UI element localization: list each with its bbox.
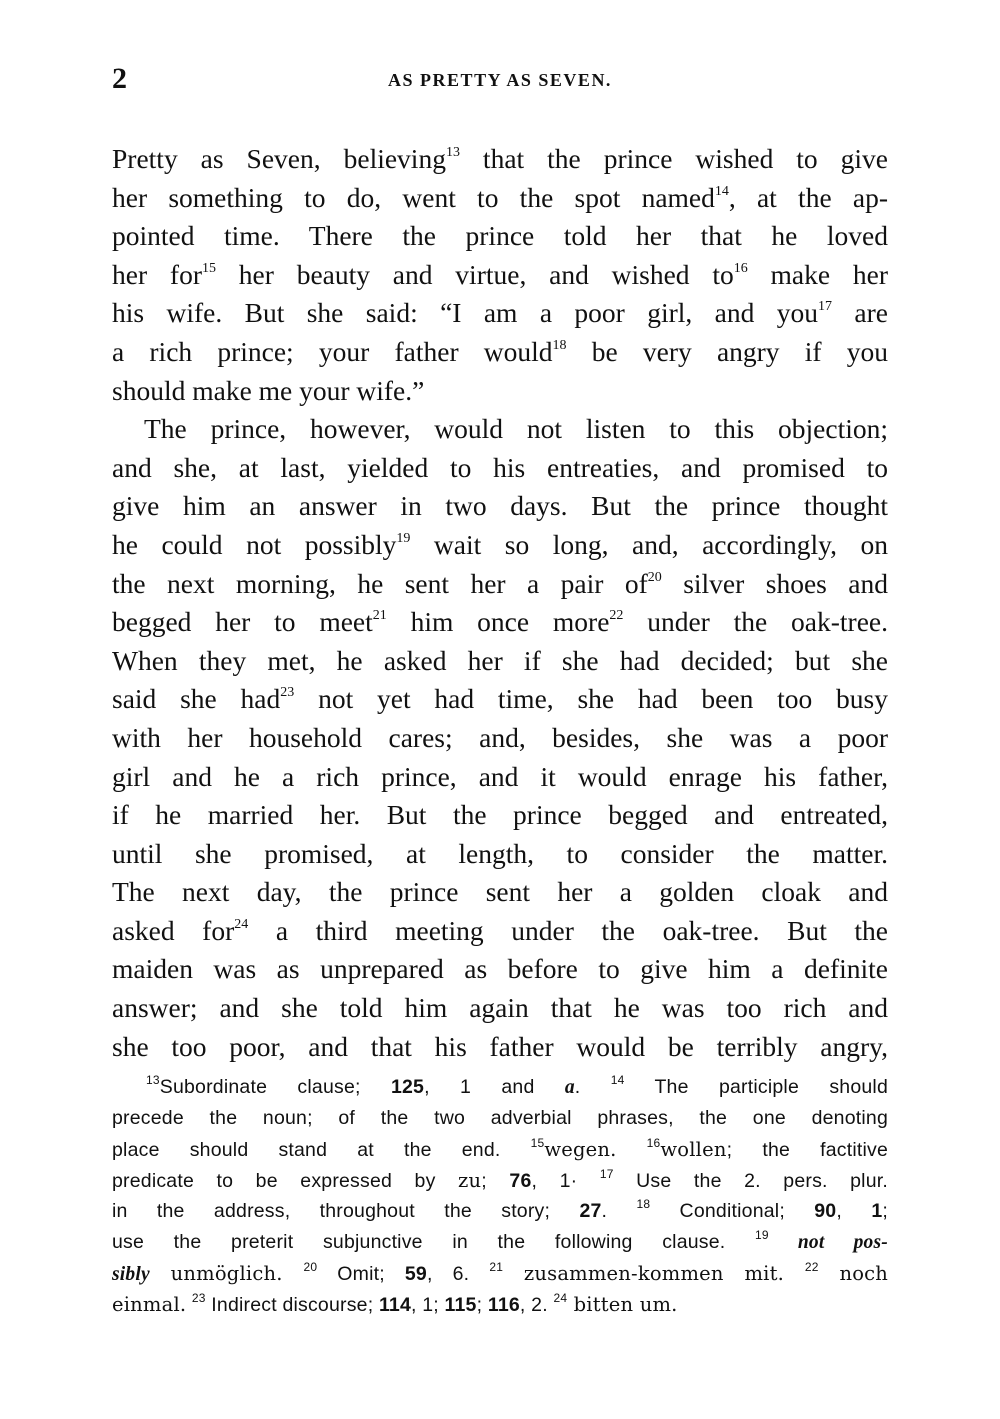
footnote-ref: 59 bbox=[404, 1263, 427, 1285]
footnote-text: Subordinate clause; bbox=[159, 1076, 391, 1098]
footnote-text: ; bbox=[476, 1294, 488, 1316]
footnote-text: ; bbox=[882, 1200, 888, 1222]
footnote-text: Indirect discourse; bbox=[205, 1294, 379, 1316]
footnote-line bbox=[112, 1196, 888, 1227]
text-segment: Pretty as Seven, believing bbox=[112, 143, 446, 174]
footnote-marker: 24 bbox=[553, 1291, 568, 1305]
text-segment: asked for bbox=[112, 914, 235, 946]
page-header bbox=[112, 62, 888, 102]
german-word: unmöglich. bbox=[149, 1262, 304, 1285]
main-text bbox=[112, 140, 888, 1066]
text-segment: a rich prince; your father would bbox=[112, 335, 553, 367]
text-segment: she too poor, and that his father would be terribly angry, bbox=[112, 1030, 888, 1062]
footnotes bbox=[112, 1072, 888, 1320]
footnote-marker: 21 bbox=[372, 608, 387, 624]
text-segment: silver shoes and bbox=[661, 567, 888, 599]
text-segment: the next morning, he sent her a pair of bbox=[112, 567, 648, 599]
footnote-ref: 125 bbox=[390, 1076, 425, 1098]
footnote-text: predicate to be expressed by bbox=[112, 1170, 459, 1192]
footnote-text: , bbox=[836, 1200, 872, 1222]
text-segment: The next day, the prince sent her a golden cloak and bbox=[112, 876, 888, 908]
text-line bbox=[112, 912, 888, 951]
footnote-line bbox=[112, 1258, 888, 1289]
text-line bbox=[112, 835, 888, 874]
text-segment: girl and he a rich prince, and it would enrage his father, bbox=[112, 760, 888, 792]
footnote-marker: 20 bbox=[647, 569, 662, 585]
german-word: wollen bbox=[660, 1138, 727, 1161]
footnote-marker: 18 bbox=[552, 337, 567, 353]
footnote-marker: 20 bbox=[303, 1260, 318, 1274]
text-line bbox=[112, 989, 888, 1028]
footnote-marker: 17 bbox=[599, 1167, 614, 1181]
text-line bbox=[112, 603, 888, 642]
footnote-italic: not pos- bbox=[768, 1232, 888, 1253]
text-segment: make her bbox=[747, 258, 888, 290]
footnote-marker: 24 bbox=[234, 916, 249, 932]
footnote-ref: 115 bbox=[444, 1294, 477, 1316]
page-number: 2 bbox=[112, 62, 127, 95]
footnote-ref: 90 bbox=[814, 1200, 837, 1222]
text-segment: he could not possibly bbox=[112, 528, 397, 560]
german-word: zusammen-kommen bbox=[503, 1262, 724, 1285]
footnote-marker: 22 bbox=[804, 1260, 819, 1274]
footnote-text: , 1· bbox=[531, 1170, 600, 1192]
text-segment: are bbox=[832, 297, 888, 329]
text-line bbox=[112, 565, 888, 604]
text-line bbox=[112, 719, 888, 758]
text-segment: her for bbox=[112, 258, 202, 290]
footnote-line bbox=[112, 1289, 888, 1320]
footnote-marker: 13 bbox=[146, 1073, 160, 1087]
running-title: AS PRETTY AS SEVEN. bbox=[388, 70, 612, 90]
footnote-marker: 22 bbox=[609, 608, 624, 624]
text-segment: , at the ap- bbox=[728, 181, 888, 213]
text-line bbox=[112, 372, 888, 411]
text-segment: give him an answer in two days. But the prince thought bbox=[112, 490, 888, 522]
text-segment: said she had bbox=[112, 683, 281, 715]
text-segment: under the oak-tree. bbox=[623, 606, 888, 638]
footnote-marker: 16 bbox=[733, 260, 748, 276]
text-segment: wait so long, and, accordingly, on bbox=[410, 528, 888, 560]
german-word: wegen. bbox=[544, 1138, 617, 1161]
footnote-line bbox=[112, 1134, 888, 1165]
footnote-text: ; bbox=[481, 1170, 510, 1192]
footnote-line bbox=[112, 1072, 888, 1103]
footnote-text: Omit; bbox=[317, 1263, 405, 1285]
text-segment: until she promised, at length, to consider the matter. bbox=[112, 837, 888, 869]
footnote-text: Use the 2. pers. plur. bbox=[613, 1170, 888, 1192]
footnote-text: The participle should bbox=[624, 1076, 888, 1098]
text-segment: begged her to meet bbox=[112, 606, 373, 638]
text-segment: his wife. But she said: “I am a poor girl, and you bbox=[112, 297, 819, 329]
text-line bbox=[112, 217, 888, 256]
text-segment: her something to do, went to the spot named bbox=[112, 181, 715, 213]
text-line bbox=[112, 256, 888, 295]
german-word: bitten um. bbox=[567, 1293, 678, 1316]
text-line bbox=[112, 1028, 888, 1067]
text-line bbox=[112, 410, 888, 449]
footnote-marker: 19 bbox=[755, 1228, 769, 1242]
text-segment: that the prince wished to give bbox=[459, 143, 889, 174]
german-word: noch bbox=[818, 1262, 889, 1285]
text-segment: When they met, he asked her if she had decided; but she bbox=[112, 644, 888, 676]
text-segment: The prince, however, would not listen to this objection; bbox=[144, 413, 888, 445]
text-line bbox=[112, 796, 888, 835]
footnote-italic: sibly bbox=[112, 1264, 150, 1285]
text-segment: be very angry if you bbox=[566, 335, 888, 367]
footnote-marker: 23 bbox=[191, 1291, 206, 1305]
footnote-text: precede the noun; of the two adverbial phrases, the one denoting bbox=[112, 1107, 888, 1129]
footnote-marker: 16 bbox=[646, 1136, 661, 1150]
footnote-ref: 27 bbox=[579, 1200, 602, 1222]
text-line bbox=[112, 950, 888, 989]
text-segment: should make me your wife.” bbox=[112, 374, 425, 406]
footnote-line bbox=[112, 1165, 888, 1196]
text-segment: a third meeting under the oak-tree. But the bbox=[248, 914, 888, 946]
footnote-text: . bbox=[574, 1076, 581, 1098]
text-segment: maiden was as unprepared as before to give him a definite bbox=[112, 953, 888, 985]
footnote-marker: 15 bbox=[530, 1136, 545, 1150]
text-segment: with her household cares; and, besides, she was a poor bbox=[112, 721, 888, 753]
footnote-ref: 114 bbox=[378, 1294, 412, 1316]
text-line bbox=[112, 294, 888, 333]
footnote-line bbox=[112, 1227, 888, 1258]
footnote-text: Conditional; bbox=[650, 1200, 815, 1222]
text-line bbox=[112, 680, 888, 719]
text-segment: not yet had time, she had been too busy bbox=[294, 683, 888, 715]
german-word: mit. bbox=[723, 1262, 805, 1285]
footnote-text: . bbox=[601, 1200, 637, 1222]
footnote-italic: a bbox=[564, 1077, 575, 1098]
text-line bbox=[112, 526, 888, 565]
text-line bbox=[112, 758, 888, 797]
footnote-ref: 76 bbox=[509, 1170, 532, 1192]
text-segment: him once more bbox=[386, 606, 610, 638]
text-segment: her beauty and virtue, and wished to bbox=[215, 258, 734, 290]
footnote-text: , 6. bbox=[426, 1263, 490, 1285]
footnote-ref: 1 bbox=[871, 1200, 883, 1222]
footnote-line bbox=[112, 1103, 888, 1134]
footnote-marker: 19 bbox=[396, 530, 411, 546]
text-line bbox=[112, 333, 888, 372]
text-segment: and she, at last, yielded to his entreaties, and promised to bbox=[112, 451, 888, 483]
footnote-marker: 14 bbox=[610, 1073, 625, 1087]
german-word: zu bbox=[458, 1169, 482, 1192]
german-word: einmal. bbox=[112, 1293, 187, 1316]
text-segment: if he married her. But the prince begged and entreated, bbox=[112, 799, 888, 831]
footnote-text: , 2. bbox=[519, 1294, 554, 1316]
footnote-marker: 23 bbox=[280, 685, 295, 701]
text-line bbox=[112, 140, 888, 179]
text-segment: pointed time. There the prince told her that he loved bbox=[112, 220, 888, 252]
footnote-marker: 18 bbox=[636, 1197, 651, 1211]
text-line bbox=[112, 487, 888, 526]
footnote-text: ; the factitive bbox=[726, 1139, 889, 1161]
footnote-marker: 17 bbox=[818, 299, 833, 315]
footnote-marker: 21 bbox=[489, 1260, 504, 1274]
text-line bbox=[112, 449, 888, 488]
footnote-text: , 1; bbox=[411, 1294, 445, 1316]
footnote-text: in the address, throughout the story; bbox=[112, 1200, 580, 1222]
footnote-text: place should stand at the end. bbox=[112, 1139, 531, 1161]
footnote-marker: 14 bbox=[714, 183, 729, 199]
text-line bbox=[112, 873, 888, 912]
footnote-ref: 116 bbox=[487, 1294, 520, 1316]
footnote-text: use the preterit subjunctive in the following clause. bbox=[112, 1231, 756, 1253]
text-segment: answer; and she told him again that he was too rich and bbox=[112, 992, 888, 1024]
footnote-marker: 13 bbox=[445, 145, 460, 160]
footnote-text: , 1 and bbox=[424, 1076, 565, 1098]
text-line bbox=[112, 179, 888, 218]
text-line bbox=[112, 642, 888, 681]
footnote-marker: 15 bbox=[201, 260, 216, 276]
